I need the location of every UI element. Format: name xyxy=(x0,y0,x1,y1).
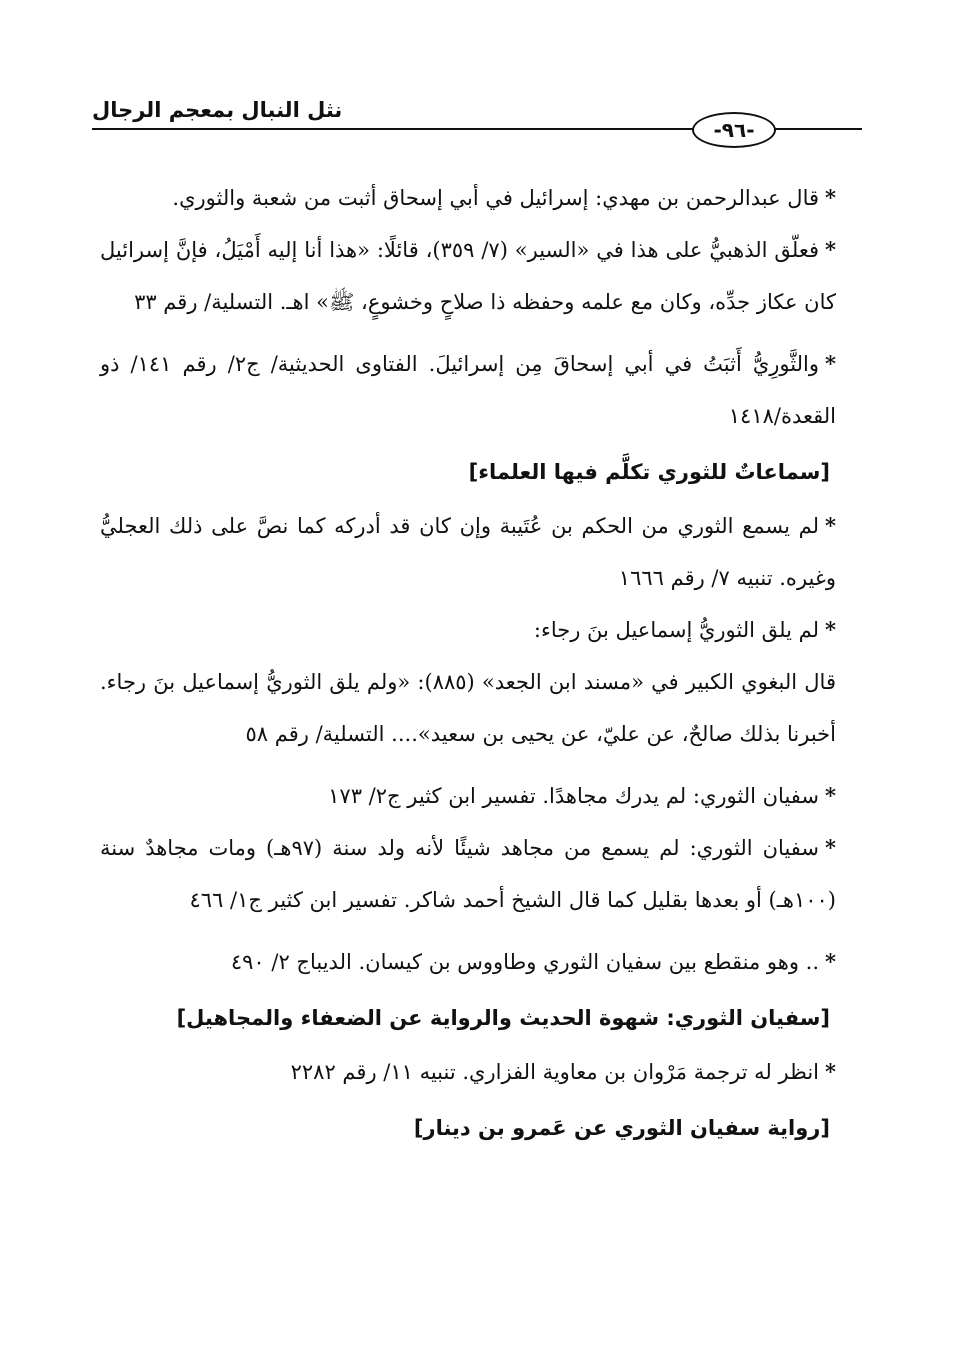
paragraph-text: لم يلق الثوريُّ إسماعيل بنَ رجاء: xyxy=(533,618,820,642)
paragraph xyxy=(100,936,870,988)
page-number: -٩٦- xyxy=(692,112,776,148)
paragraph-text: سفيان الثوري: لم يدرك مجاهدًا. تفسير ابن كثير ج٢/ ١٧٣ xyxy=(328,784,820,808)
paragraph xyxy=(100,172,870,224)
bullet-star: * xyxy=(825,513,836,538)
bullet-star: * xyxy=(825,237,836,262)
bullet-star: * xyxy=(825,185,836,210)
bullet-star: * xyxy=(825,617,836,642)
paragraph xyxy=(100,1046,870,1098)
page-body xyxy=(100,172,870,1156)
paragraph xyxy=(100,656,870,760)
paragraph xyxy=(100,224,870,328)
section-heading: [سماعاتٌ للثوري تكلَّم فيها العلماء] xyxy=(468,460,830,484)
running-title: نثل النبال بمعجم الرجال xyxy=(92,98,343,122)
paragraph-text: لم يسمع الثوري من الحكم بن عُتَيبة وإن كان قد أدركه كما نصَّ على ذلك العجليُّ وغيره. تنبيه ٧/ رقم ١٦٦٦ xyxy=(100,514,836,590)
page-header xyxy=(92,90,862,150)
bullet-star: * xyxy=(825,783,836,808)
paragraph-text: والثَّورِيُّ أَثبَتُ في أبي إسحاقَ مِن إسرائيلَ. الفتاوى الحديثية/ ج٢/ رقم ١٤١/ ذو القعدة/١٤١٨ xyxy=(100,352,836,428)
bullet-star: * xyxy=(825,835,837,860)
bullet-star: * xyxy=(825,1059,836,1084)
section-heading: [رواية سفيان الثوري عن عَمرو بن دينار] xyxy=(413,1116,830,1140)
bullet-star: * xyxy=(825,949,836,974)
section-heading: [سفيان الثوري: شهوة الحديث والرواية عن الضعفاء والمجاهيل] xyxy=(176,1006,830,1030)
paragraph xyxy=(100,338,870,442)
paragraph xyxy=(100,822,870,926)
paragraph-text: سفيان الثوري: لم يسمع من مجاهد شيئًا لأنه ولد سنة (٩٧هـ) ومات مجاهدٌ سنة (١٠٠هـ) أو بعدها بقليل كما قال الشيخ أحمد شاكر. تفسير ابن كثير ج١/ ٤٦٦ xyxy=(100,836,836,912)
paragraph-text: قال عبدالرحمن بن مهدي: إسرائيل في أبي إسحاق أثبت من شعبة والثوري. xyxy=(172,186,820,210)
paragraph-text: انظر له ترجمة مَرْوان بن معاوية الفزاري. تنبيه ١١/ رقم ٢٢٨٢ xyxy=(290,1060,820,1084)
paragraph-text: .. وهو منقطع بين سفيان الثوري وطاووس بن كيسان. الديباج ٢/ ٤٩٠ xyxy=(230,950,820,974)
paragraph-text: فعلّق الذهبيُّ على هذا في «السير» (٧/ ٣٥٩)، قائلًا: «هذا أنا إليه أَمْيَلُ، فإنَّ إسرائيل كان عكاز جدِّه، وكان مع علمه وحفظه ذا صلاحٍ وخشوعٍ، ﷺ» اهـ. التسلية/ رقم ٣٣ xyxy=(100,238,836,314)
paragraph xyxy=(100,500,870,604)
paragraph xyxy=(100,604,870,656)
bullet-star: * xyxy=(825,351,836,376)
paragraph-text: قال البغوي الكبير في «مسند ابن الجعد» (٨٨٥): «ولم يلق الثوريُّ إسماعيل بنَ رجاء. أخبرنا بذلك صالحٌ، عن عليّ، عن يحيى بن سعيد».... التسلية/ رقم ٥٨ xyxy=(100,670,836,746)
paragraph xyxy=(100,770,870,822)
